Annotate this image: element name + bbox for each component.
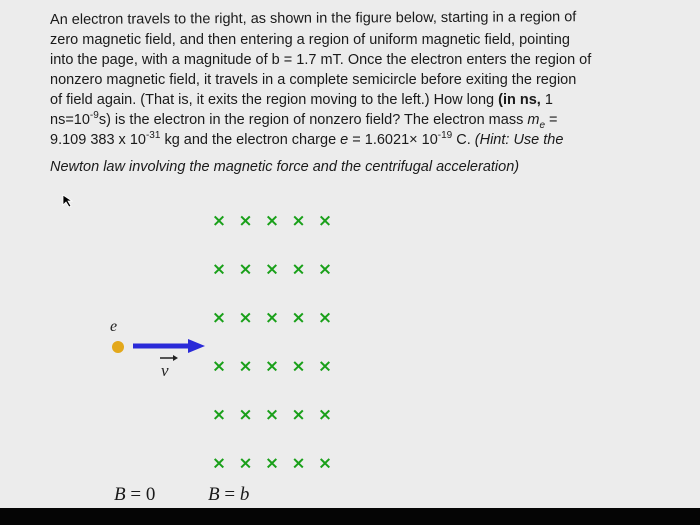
field-mark: ×	[317, 211, 333, 231]
problem-text-line-6: $ns=10^{-9}s$) is the electron in the region of nonzero field? The electron mass $m_e$ =	[50, 110, 558, 131]
field-mark: ×	[291, 356, 306, 377]
electron-dot	[112, 341, 124, 353]
problem-text-line-4: nonzero magnetic field, it travels in a complete semicircle before exiting the region	[50, 72, 577, 88]
field-mark: ×	[211, 259, 227, 280]
problem-text-line-3: into the page, with a magnitude of b = 1.7 mT. Once the electron enters the region of	[50, 52, 592, 68]
problem-text-line-7: 9.109 383 x $10^{-31}$ kg and the electron charge $e = 1.6021\times 10^{-19}$ C. (Hint: Use the	[50, 130, 564, 148]
field-mark: ×	[264, 211, 280, 231]
field-mark: ×	[238, 356, 253, 377]
svg-text:v: v	[161, 361, 169, 380]
field-mark: ×	[211, 405, 227, 425]
field-mark: ×	[211, 308, 227, 328]
b-b-label: B = b	[208, 484, 250, 505]
field-mark: ×	[291, 453, 306, 474]
field-mark: ×	[238, 453, 253, 474]
field-mark: ×	[211, 211, 227, 231]
velocity-vector-label	[160, 355, 178, 380]
field-mark: ×	[238, 405, 253, 425]
field-mark: ×	[211, 356, 227, 377]
problem-text-line-2: zero magnetic field, and then entering a region of uniform magnetic field, pointing	[50, 32, 570, 48]
problem-text-line-5: of field again. (That is, it exits the region moving to the left.) How long (in ns, 1	[50, 92, 553, 108]
electron-label: e	[110, 318, 118, 335]
field-mark: ×	[238, 211, 253, 231]
field-mark: ×	[211, 453, 227, 474]
field-mark: ×	[317, 405, 333, 425]
problem-text-line-8: Newton law involving the magnetic force and the centrifugal acceleration)	[50, 159, 520, 175]
field-mark: ×	[317, 453, 333, 474]
bottom-black-bar	[0, 508, 700, 525]
field-mark: ×	[291, 259, 306, 280]
field-mark: ×	[238, 259, 253, 280]
b-zero-label: B = 0	[114, 484, 156, 505]
field-mark: ×	[264, 259, 280, 280]
field-mark: ×	[317, 356, 333, 377]
field-mark: ×	[291, 308, 306, 328]
field-mark: ×	[264, 453, 280, 474]
field-mark: ×	[264, 308, 280, 328]
field-mark: ×	[317, 259, 333, 280]
problem-text-line-1: An electron travels to the right, as shown in the figure below, starting in a region of	[49, 9, 577, 28]
velocity-arrow	[133, 339, 205, 353]
field-mark: ×	[264, 356, 280, 377]
field-mark: ×	[291, 405, 306, 425]
field-mark: ×	[238, 308, 253, 328]
field-mark: ×	[317, 308, 333, 328]
field-mark: ×	[291, 211, 306, 231]
field-into-page-marks	[212, 211, 332, 474]
field-mark: ×	[264, 405, 280, 425]
